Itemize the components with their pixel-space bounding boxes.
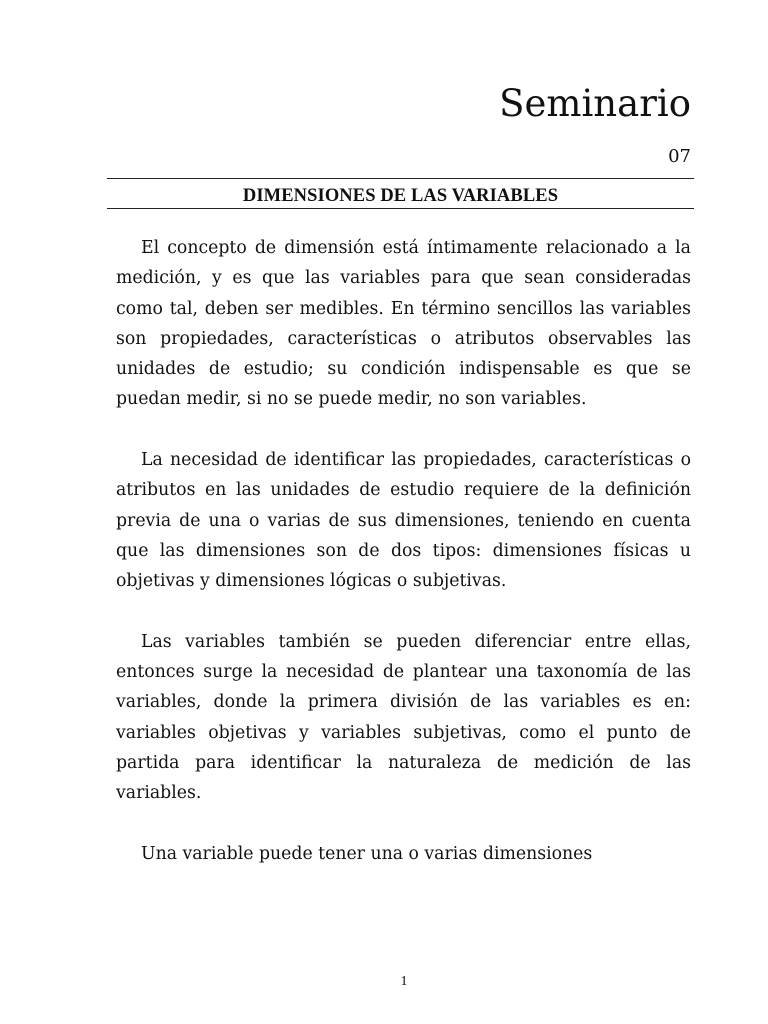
header-number: 07	[668, 146, 691, 167]
paragraph: El concepto de dimensión está íntimamente relacionado a la medición, y es que las variables para que sean consideradas como tal, deben ser medibles. En término sencillos las variables son propiedades, características o atributos observables las unidades de estudio; su condición indispensable es que se puedan medir, si no se puede medir, no son variables.	[116, 238, 691, 410]
paragraph: Una variable puede tener una o varias dimensiones	[141, 843, 593, 864]
paragraph: La necesidad de identificar las propiedades, características o atributos en las unidades de estudio requiere de la definición previa de una o varias de sus dimensiones, teniendo en cuenta que las dimensiones son de dos tipos: dimensiones físicas u objetivas y dimensiones lógicas o subjetivas.	[116, 450, 691, 592]
page-number: 1	[400, 974, 408, 989]
heading-rule-bottom	[107, 208, 694, 209]
body-text	[116, 233, 691, 869]
paragraph: Las variables también se pueden diferenciar entre ellas, entonces surge la necesidad de plantear una taxonomía de las variables, donde la primera división de las variables es en: variables objetivas y variables subjetivas, como el punto de partida para identificar la naturaleza de medición de las variables.	[116, 631, 691, 804]
heading-rule-top	[107, 178, 694, 179]
section-heading: DIMENSIONES DE LAS VARIABLES	[242, 186, 559, 206]
header-title: Seminario	[499, 82, 691, 125]
